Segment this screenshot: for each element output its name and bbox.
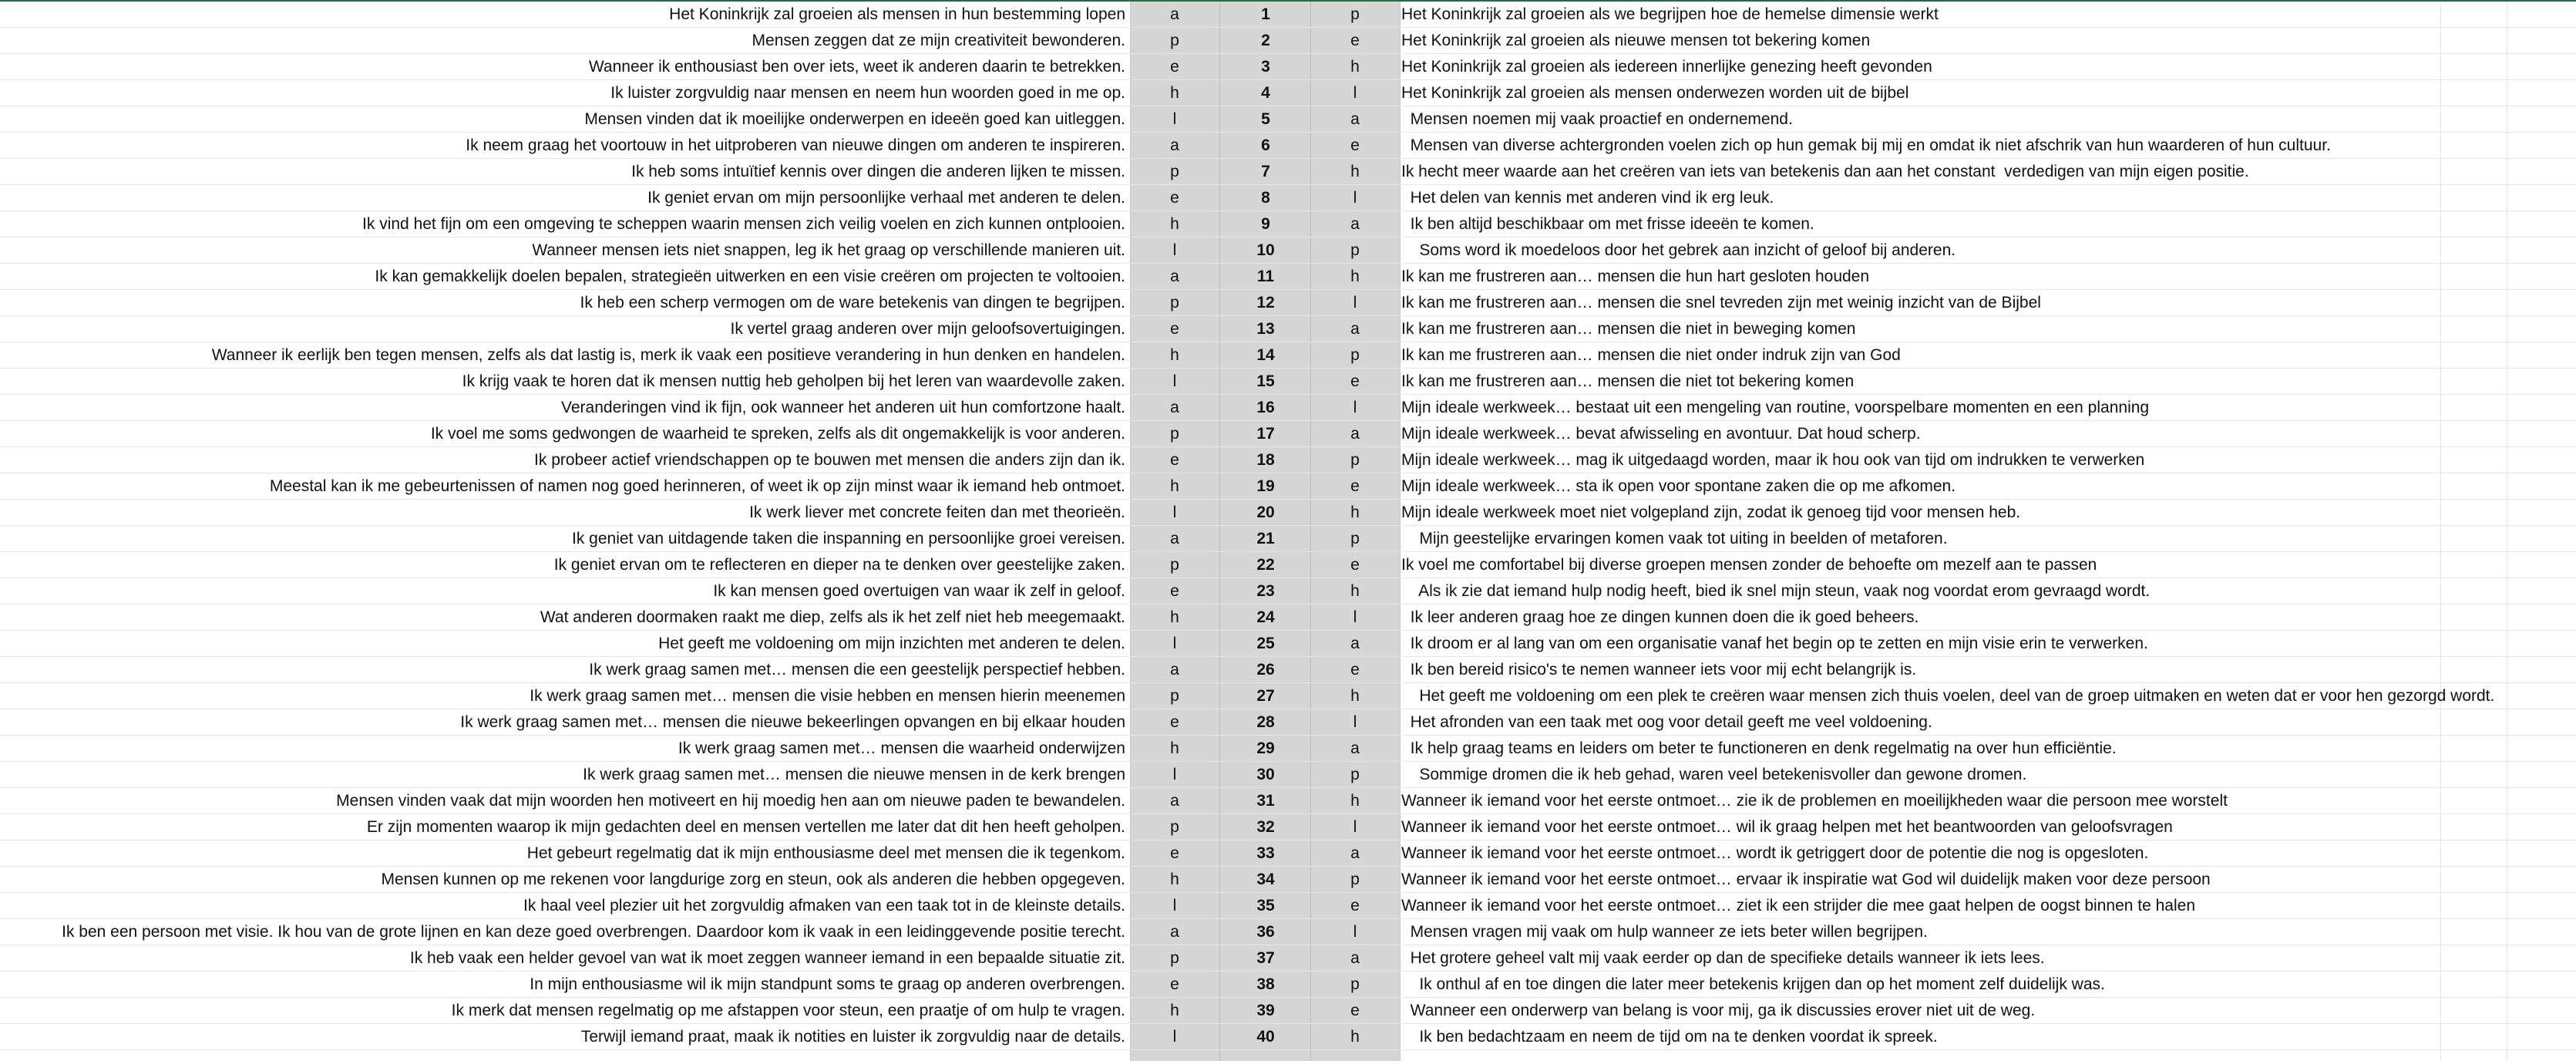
table-row[interactable] [0, 867, 2576, 893]
statement-cell-left[interactable]: Er zijn momenten waarop ik mijn gedachten deel en mensen vertellen me later dat dit hen heeft geholpen. [366, 818, 1125, 836]
statement-cell-left[interactable]: Mensen vinden vaak dat mijn woorden hen motiveert en hij moedig hen aan om nieuwe paden te bewandelen. [336, 792, 1125, 810]
number-cell[interactable]: 37 [1256, 949, 1275, 967]
statement-cell-left[interactable]: Ik vertel graag anderen over mijn geloofsovertuigingen. [730, 320, 1125, 338]
code-cell-right[interactable]: a [1350, 949, 1360, 967]
statement-cell-left[interactable]: Ik merk dat mensen regelmatig op me afstappen voor steun, een praatje of om hulp te vragen. [451, 1002, 1125, 1019]
statement-cell-left[interactable]: Terwijl iemand praat, maak ik notities en luister ik zorgvuldig naar de details. [580, 1028, 1125, 1046]
statement-cell-left[interactable]: In mijn enthousiasme wil ik mijn standpunt soms te graag op anderen overbrengen. [530, 975, 1125, 993]
code-cell-right[interactable]: h [1350, 504, 1360, 521]
code-cell-right[interactable]: p [1350, 241, 1360, 259]
code-cell-left[interactable]: p [1170, 818, 1179, 836]
table-row[interactable] [0, 605, 2576, 631]
table-row[interactable] [0, 211, 2576, 237]
number-cell[interactable]: 33 [1256, 844, 1275, 862]
code-cell-right[interactable]: h [1350, 582, 1360, 600]
statement-cell-left[interactable]: Ik geniet ervan om te reflecteren en dieper na te denken over geestelijke zaken. [553, 556, 1125, 574]
code-cell-left[interactable]: p [1170, 32, 1179, 49]
number-cell[interactable]: 19 [1256, 477, 1275, 495]
code-cell-right[interactable]: a [1350, 425, 1360, 443]
statement-cell-right[interactable]: Mijn ideale werkweek… mag ik uitgedaagd worden, maar ik hou ook van tijd om indrukken te verwerken [1401, 451, 2145, 469]
number-cell[interactable]: 13 [1256, 320, 1275, 338]
statement-cell-left[interactable]: Ik kan gemakkelijk doelen bepalen, strategieën uitwerken en een visie creëren om projecten te voltooien. [375, 268, 1125, 285]
statement-cell-left[interactable]: Ik werk graag samen met… mensen die visie hebben en mensen hierin meenemen [530, 687, 1125, 705]
statement-cell-right[interactable]: Ik ben altijd beschikbaar om met frisse ideeën te komen. [1401, 215, 1814, 233]
statement-cell-left[interactable]: Ik vind het fijn om een omgeving te scheppen waarin mensen zich veilig voelen en zich kunnen ontplooien. [362, 215, 1125, 233]
table-row[interactable] [0, 316, 2576, 342]
table-row[interactable] [0, 709, 2576, 736]
code-cell-left[interactable]: l [1172, 110, 1177, 128]
code-cell-left[interactable]: h [1170, 1002, 1179, 1019]
statement-cell-left[interactable]: Ik voel me soms gedwongen de waarheid te spreken, zelfs als dit ongemakkelijk is voor anderen. [430, 425, 1125, 443]
table-row[interactable] [0, 264, 2576, 290]
code-cell-left[interactable]: l [1172, 766, 1177, 783]
statement-cell-right[interactable]: Het geeft me voldoening om een plek te creëren waar mensen zich thuis voelen, deel van de groep uitmaken en weten dat er voor hen gezorgd wordt. [1401, 687, 2495, 705]
table-row[interactable] [0, 788, 2576, 814]
statement-cell-left[interactable]: Mensen kunnen op me rekenen voor langdurige zorg en steun, ook als anderen die hebben opgegeven. [381, 871, 1125, 888]
code-cell-right[interactable]: a [1350, 844, 1360, 862]
code-cell-left[interactable]: p [1170, 949, 1179, 967]
number-cell[interactable]: 25 [1256, 635, 1275, 652]
code-cell-right[interactable]: l [1353, 399, 1357, 416]
table-row[interactable] [0, 369, 2576, 395]
number-cell[interactable]: 17 [1256, 425, 1275, 443]
number-cell[interactable]: 27 [1256, 687, 1275, 705]
table-row[interactable] [0, 552, 2576, 578]
table-row[interactable] [0, 972, 2576, 998]
number-cell[interactable]: 9 [1261, 215, 1270, 233]
code-cell-right[interactable]: e [1350, 897, 1360, 914]
table-row[interactable] [0, 683, 2576, 709]
code-cell-right[interactable]: a [1350, 215, 1360, 233]
number-cell[interactable]: 11 [1256, 268, 1275, 285]
table-row[interactable] [0, 631, 2576, 657]
code-cell-left[interactable]: h [1170, 739, 1179, 757]
statement-cell-left[interactable]: Ik heb soms intuïtief kennis over dingen die anderen lijken te missen. [631, 163, 1125, 180]
table-row[interactable] [0, 945, 2576, 972]
code-cell-right[interactable]: h [1350, 792, 1360, 810]
code-cell-right[interactable]: p [1350, 975, 1360, 993]
statement-cell-left[interactable]: Het gebeurt regelmatig dat ik mijn enthousiasme deel met mensen die ik tegenkom. [526, 844, 1125, 862]
statement-cell-right[interactable]: Wanneer ik iemand voor het eerste ontmoet… wil ik graag helpen met het beantwoorden van geloofsvragen [1401, 818, 2173, 836]
number-cell[interactable]: 35 [1256, 897, 1275, 914]
code-cell-left[interactable]: h [1170, 608, 1179, 626]
code-cell-left[interactable]: e [1170, 320, 1179, 338]
number-cell[interactable]: 15 [1256, 372, 1275, 390]
statement-cell-left[interactable]: Ik werk graag samen met… mensen die nieuwe mensen in de kerk brengen [583, 766, 1125, 783]
code-cell-right[interactable]: h [1350, 163, 1360, 180]
code-cell-left[interactable]: l [1172, 372, 1177, 390]
number-cell[interactable]: 34 [1256, 871, 1275, 888]
statement-cell-left[interactable]: Het Koninkrijk zal groeien als mensen in hun bestemming lopen [669, 5, 1125, 23]
statement-cell-right[interactable]: Mensen noemen mij vaak proactief en ondernemend. [1401, 110, 1793, 128]
code-cell-left[interactable]: p [1170, 687, 1179, 705]
statement-cell-right[interactable]: Mijn ideale werkweek… bevat afwisseling en avontuur. Dat houd scherp. [1401, 425, 1921, 443]
code-cell-right[interactable]: p [1350, 530, 1360, 547]
number-cell[interactable]: 36 [1256, 923, 1275, 941]
code-cell-right[interactable]: l [1353, 713, 1357, 731]
code-cell-right[interactable]: p [1350, 5, 1360, 23]
code-cell-left[interactable]: h [1170, 346, 1179, 364]
statement-cell-left[interactable]: Ik krijg vaak te horen dat ik mensen nuttig heb geholpen bij het leren van waardevolle zaken. [462, 372, 1125, 390]
code-cell-left[interactable]: e [1170, 975, 1179, 993]
statement-cell-right[interactable]: Ik kan me frustreren aan… mensen die niet in beweging komen [1401, 320, 1856, 338]
number-cell[interactable]: 21 [1256, 530, 1275, 547]
statement-cell-right[interactable]: Het Koninkrijk zal groeien als we begrijpen hoe de hemelse dimensie werkt [1401, 5, 1939, 23]
table-row[interactable] [0, 342, 2576, 369]
statement-cell-left[interactable]: Ik geniet ervan om mijn persoonlijke verhaal met anderen te delen. [647, 189, 1125, 207]
code-cell-left[interactable]: h [1170, 215, 1179, 233]
statement-cell-right[interactable]: Het grotere geheel valt mij vaak eerder op dan de specifieke details wanneer ik iets lees. [1401, 949, 2045, 967]
code-cell-left[interactable]: p [1170, 163, 1179, 180]
code-cell-right[interactable]: e [1350, 372, 1360, 390]
code-cell-left[interactable]: p [1170, 425, 1179, 443]
code-cell-left[interactable]: h [1170, 84, 1179, 102]
table-row[interactable] [0, 133, 2576, 159]
statement-cell-left[interactable]: Het geeft me voldoening om mijn inzichten met anderen te delen. [658, 635, 1125, 652]
code-cell-right[interactable]: e [1350, 32, 1360, 49]
statement-cell-left[interactable]: Ik geniet van uitdagende taken die inspanning en persoonlijke groei vereisen. [572, 530, 1125, 547]
table-row[interactable] [0, 500, 2576, 526]
code-cell-left[interactable]: a [1170, 268, 1179, 285]
table-row[interactable] [0, 1024, 2576, 1050]
code-cell-right[interactable]: l [1353, 923, 1357, 941]
statement-cell-left[interactable]: Mensen vinden dat ik moeilijke onderwerpen en ideeën goed kan uitleggen. [584, 110, 1125, 128]
code-cell-right[interactable]: a [1350, 739, 1360, 757]
statement-cell-right[interactable]: Ik kan me frustreren aan… mensen die hun hart gesloten houden [1401, 268, 1870, 285]
number-cell[interactable]: 30 [1256, 766, 1275, 783]
code-cell-left[interactable]: a [1170, 399, 1179, 416]
number-cell[interactable]: 14 [1256, 346, 1275, 364]
statement-cell-left[interactable]: Ik werk liever met concrete feiten dan met theorieën. [749, 504, 1125, 521]
code-cell-right[interactable]: a [1350, 320, 1360, 338]
statement-cell-right[interactable]: Wanneer ik iemand voor het eerste ontmoet… zie ik de problemen en moeilijkheden waar die persoon mee worstelt [1401, 792, 2228, 810]
code-cell-right[interactable]: e [1350, 136, 1360, 154]
statement-cell-left[interactable]: Ik neem graag het voortouw in het uitproberen van nieuwe dingen om anderen te inspireren. [466, 136, 1125, 154]
statement-cell-right[interactable]: Wanneer ik iemand voor het eerste ontmoet… ervaar ik inspiratie wat God wil duidelijk maken voor deze persoon [1401, 871, 2211, 888]
code-cell-right[interactable]: h [1350, 268, 1360, 285]
table-row[interactable] [0, 28, 2576, 54]
code-cell-right[interactable]: l [1353, 818, 1357, 836]
statement-cell-left[interactable]: Meestal kan ik me gebeurtenissen of namen nog goed herinneren, of weet ik op zijn minst waar ik iemand heb ontmoet. [269, 477, 1125, 495]
table-row[interactable] [0, 578, 2576, 605]
statement-cell-left[interactable]: Veranderingen vind ik fijn, ook wanneer het anderen uit hun comfortzone haalt. [561, 399, 1125, 416]
table-row[interactable] [0, 447, 2576, 473]
statement-cell-right[interactable]: Ik ben bereid risico's te nemen wanneer iets voor mij echt belangrijk is. [1401, 661, 1917, 679]
statement-cell-right[interactable]: Ik kan me frustreren aan… mensen die niet tot bekering komen [1401, 372, 1855, 390]
code-cell-right[interactable]: e [1350, 661, 1360, 679]
statement-cell-right[interactable]: Ik droom er al lang van om een organisatie vanaf het begin op te zetten en mijn visie erin te verwerken. [1401, 635, 2148, 652]
statement-cell-right[interactable]: Mijn geestelijke ervaringen komen vaak tot uiting in beelden of metaforen. [1401, 530, 1948, 547]
table-row[interactable] [0, 736, 2576, 762]
statement-cell-right[interactable]: Mijn ideale werkweek… bestaat uit een mengeling van routine, voorspelbare momenten en een planning [1401, 399, 2150, 416]
code-cell-right[interactable]: l [1353, 189, 1357, 207]
table-row[interactable] [0, 840, 2576, 867]
table-row[interactable] [0, 185, 2576, 211]
statement-cell-right[interactable]: Sommige dromen die ik heb gehad, waren veel betekenisvoller dan gewone dromen. [1401, 766, 2027, 783]
number-cell[interactable]: 20 [1256, 504, 1275, 521]
number-cell[interactable]: 24 [1256, 608, 1275, 626]
code-cell-right[interactable]: p [1350, 451, 1360, 469]
code-cell-left[interactable]: e [1170, 844, 1179, 862]
code-cell-left[interactable]: l [1172, 241, 1177, 259]
statement-cell-right[interactable]: Ik kan me frustreren aan… mensen die snel tevreden zijn met weinig inzicht van de Bijbel [1401, 294, 2041, 312]
number-cell[interactable]: 31 [1256, 792, 1275, 810]
table-row[interactable] [0, 893, 2576, 919]
statement-cell-left[interactable]: Wat anderen doormaken raakt me diep, zelfs als ik het zelf niet heb meegemaakt. [540, 608, 1125, 626]
code-cell-left[interactable]: a [1170, 923, 1179, 941]
code-cell-left[interactable]: h [1170, 871, 1179, 888]
statement-cell-right[interactable]: Als ik zie dat iemand hulp nodig heeft, bied ik snel mijn steun, vaak nog voordat erom gevraagd wordt. [1401, 582, 2151, 600]
table-row[interactable] [0, 526, 2576, 552]
code-cell-right[interactable]: h [1350, 1028, 1360, 1046]
statement-cell-left[interactable]: Wanneer ik enthousiast ben over iets, weet ik anderen daarin te betrekken. [588, 58, 1125, 76]
statement-cell-left[interactable]: Mensen zeggen dat ze mijn creativiteit bewonderen. [752, 32, 1125, 49]
number-cell[interactable]: 16 [1256, 399, 1275, 416]
code-cell-right[interactable]: l [1353, 294, 1357, 312]
table-row[interactable] [0, 998, 2576, 1024]
statement-cell-right[interactable]: Mijn ideale werkweek… sta ik open voor spontane zaken die op me afkomen. [1401, 477, 1956, 495]
statement-cell-left[interactable]: Wanneer mensen iets niet snappen, leg ik het graag op verschillende manieren uit. [532, 241, 1125, 259]
number-cell[interactable]: 3 [1261, 58, 1270, 76]
number-cell[interactable]: 28 [1256, 713, 1275, 731]
code-cell-left[interactable]: e [1170, 451, 1179, 469]
code-cell-right[interactable]: a [1350, 635, 1360, 652]
number-cell[interactable]: 2 [1261, 32, 1270, 49]
statement-cell-left[interactable]: Wanneer ik eerlijk ben tegen mensen, zelfs als dat lastig is, merk ik vaak een positieve verandering in hun denken en handelen. [211, 346, 1125, 364]
number-cell[interactable]: 8 [1261, 189, 1270, 207]
number-cell[interactable]: 40 [1256, 1028, 1275, 1046]
code-cell-left[interactable]: a [1170, 661, 1179, 679]
number-cell[interactable]: 5 [1261, 110, 1270, 128]
statement-cell-right[interactable]: Ik help graag teams en leiders om beter te functioneren en denk regelmatig na over hun efficiëntie. [1401, 739, 2117, 757]
statement-cell-right[interactable]: Wanneer ik iemand voor het eerste ontmoet… wordt ik getriggert door de potentie die nog is opgesloten. [1401, 844, 2149, 862]
code-cell-left[interactable]: h [1170, 477, 1179, 495]
statement-cell-left[interactable]: Ik probeer actief vriendschappen op te bouwen met mensen die anders zijn dan ik. [534, 451, 1125, 469]
code-cell-right[interactable]: e [1350, 556, 1360, 574]
statement-cell-left[interactable]: Ik kan mensen goed overtuigen van waar ik zelf in geloof. [713, 582, 1125, 600]
number-cell[interactable]: 22 [1256, 556, 1275, 574]
statement-cell-right[interactable]: Ik voel me comfortabel bij diverse groepen mensen zonder de behoefte om mezelf aan te passen [1401, 556, 2097, 574]
statement-cell-right[interactable]: Ik kan me frustreren aan… mensen die niet onder indruk zijn van God [1401, 346, 1901, 364]
statement-cell-right[interactable]: Ik leer anderen graag hoe ze dingen kunnen doen die ik goed beheers. [1401, 608, 1919, 626]
code-cell-left[interactable]: l [1172, 504, 1177, 521]
statement-cell-right[interactable]: Ik hecht meer waarde aan het creëren van iets van betekenis dan aan het constant verdedigen van mijn eigen positie. [1401, 163, 2249, 180]
number-cell[interactable]: 10 [1256, 241, 1275, 259]
statement-cell-left[interactable]: Ik werk graag samen met… mensen die een geestelijk perspectief hebben. [589, 661, 1125, 679]
code-cell-right[interactable]: a [1350, 110, 1360, 128]
number-cell[interactable]: 7 [1261, 163, 1270, 180]
number-cell[interactable]: 18 [1256, 451, 1275, 469]
statement-cell-right[interactable]: Het delen van kennis met anderen vind ik erg leuk. [1401, 189, 1774, 207]
code-cell-right[interactable]: h [1350, 58, 1360, 76]
number-cell[interactable]: 26 [1256, 661, 1275, 679]
number-cell[interactable]: 32 [1256, 818, 1275, 836]
statement-cell-right[interactable]: Het Koninkrijk zal groeien als mensen onderwezen worden uit de bijbel [1401, 84, 1909, 102]
statement-cell-left[interactable]: Ik ben een persoon met visie. Ik hou van de grote lijnen en kan deze goed overbrengen. Daardoor kom ik vaak in een leidinggevende positie terecht. [62, 923, 1125, 941]
table-row[interactable] [0, 762, 2576, 788]
code-cell-right[interactable]: e [1350, 1002, 1360, 1019]
code-cell-left[interactable]: e [1170, 713, 1179, 731]
number-cell[interactable]: 4 [1261, 84, 1270, 102]
number-cell[interactable]: 29 [1256, 739, 1275, 757]
statement-cell-right[interactable]: Het afronden van een taak met oog voor detail geeft me veel voldoening. [1401, 713, 1932, 731]
statement-cell-left[interactable]: Ik haal veel plezier uit het zorgvuldig afmaken van een taak tot in de kleinste details. [523, 897, 1125, 914]
code-cell-right[interactable]: l [1353, 608, 1357, 626]
code-cell-left[interactable]: a [1170, 792, 1179, 810]
number-cell[interactable]: 23 [1256, 582, 1275, 600]
statement-cell-left[interactable]: Ik heb een scherp vermogen om de ware betekenis van dingen te begrijpen. [580, 294, 1125, 312]
statement-cell-right[interactable]: Ik onthul af en toe dingen die later meer betekenis krijgen dan op het moment zelf duidelijk was. [1401, 975, 2105, 993]
statement-cell-right[interactable]: Mijn ideale werkweek moet niet volgepland zijn, zodat ik genoeg tijd voor mensen heb. [1401, 504, 2021, 521]
number-cell[interactable]: 38 [1256, 975, 1275, 993]
number-cell[interactable]: 39 [1256, 1002, 1275, 1019]
statement-cell-left[interactable]: Ik werk graag samen met… mensen die waarheid onderwijzen [678, 739, 1125, 757]
statement-cell-right[interactable]: Het Koninkrijk zal groeien als nieuwe mensen tot bekering komen [1401, 32, 1871, 49]
table-row[interactable] [0, 106, 2576, 133]
statement-cell-right[interactable]: Mensen van diverse achtergronden voelen zich op hun gemak bij mij en omdat ik niet afschrik van hun waarderen of hun cultuur. [1401, 136, 2331, 154]
table-row[interactable] [0, 421, 2576, 447]
code-cell-left[interactable]: a [1170, 530, 1179, 547]
statement-cell-left[interactable]: Ik werk graag samen met… mensen die nieuwe bekeerlingen opvangen en bij elkaar houden [460, 713, 1125, 731]
table-row[interactable] [0, 2, 2576, 28]
code-cell-left[interactable]: l [1172, 635, 1177, 652]
table-row[interactable] [0, 919, 2576, 945]
statement-cell-right[interactable]: Het Koninkrijk zal groeien als iedereen innerlijke genezing heeft gevonden [1401, 58, 1932, 76]
number-cell[interactable]: 6 [1261, 136, 1270, 154]
spreadsheet-grid[interactable] [0, 2, 2576, 1061]
number-cell[interactable]: 12 [1256, 294, 1275, 312]
table-row[interactable] [0, 54, 2576, 80]
code-cell-left[interactable]: p [1170, 556, 1179, 574]
statement-cell-right[interactable]: Wanneer ik iemand voor het eerste ontmoet… ziet ik een strijder die mee gaat helpen de oogst binnen te halen [1401, 897, 2196, 914]
table-row[interactable] [0, 814, 2576, 840]
code-cell-left[interactable]: e [1170, 582, 1179, 600]
table-row[interactable] [0, 159, 2576, 185]
code-cell-right[interactable]: l [1353, 84, 1357, 102]
code-cell-left[interactable]: a [1170, 5, 1179, 23]
table-row[interactable] [0, 473, 2576, 500]
table-row[interactable] [0, 80, 2576, 106]
code-cell-left[interactable]: l [1172, 1028, 1177, 1046]
statement-cell-right[interactable]: Soms word ik moedeloos door het gebrek aan inzicht of geloof bij anderen. [1401, 241, 1956, 259]
code-cell-right[interactable]: p [1350, 346, 1360, 364]
table-row[interactable] [0, 290, 2576, 316]
code-cell-right[interactable]: p [1350, 766, 1360, 783]
statement-cell-left[interactable]: Ik luister zorgvuldig naar mensen en neem hun woorden goed in me op. [610, 84, 1125, 102]
statement-cell-right[interactable]: Mensen vragen mij vaak om hulp wanneer ze iets beter willen begrijpen. [1401, 923, 1928, 941]
statement-cell-right[interactable]: Ik ben bedachtzaam en neem de tijd om na te denken voordat ik spreek. [1401, 1028, 1938, 1046]
table-row[interactable] [0, 395, 2576, 421]
statement-cell-left[interactable]: Ik heb vaak een helder gevoel van wat ik moet zeggen wanneer iemand in een bepaalde situatie zit. [409, 949, 1125, 967]
statement-cell-right[interactable]: Wanneer een onderwerp van belang is voor mij, ga ik discussies erover niet uit de weg. [1401, 1002, 2036, 1019]
code-cell-left[interactable]: p [1170, 294, 1179, 312]
code-cell-left[interactable]: e [1170, 189, 1179, 207]
code-cell-right[interactable]: p [1350, 871, 1360, 888]
table-row[interactable] [0, 237, 2576, 264]
code-cell-right[interactable]: e [1350, 477, 1360, 495]
number-cell[interactable]: 1 [1261, 5, 1270, 23]
code-cell-left[interactable]: a [1170, 136, 1179, 154]
table-row[interactable] [0, 657, 2576, 683]
code-cell-left[interactable]: l [1172, 897, 1177, 914]
code-cell-left[interactable]: e [1170, 58, 1179, 76]
code-cell-right[interactable]: h [1350, 687, 1360, 705]
